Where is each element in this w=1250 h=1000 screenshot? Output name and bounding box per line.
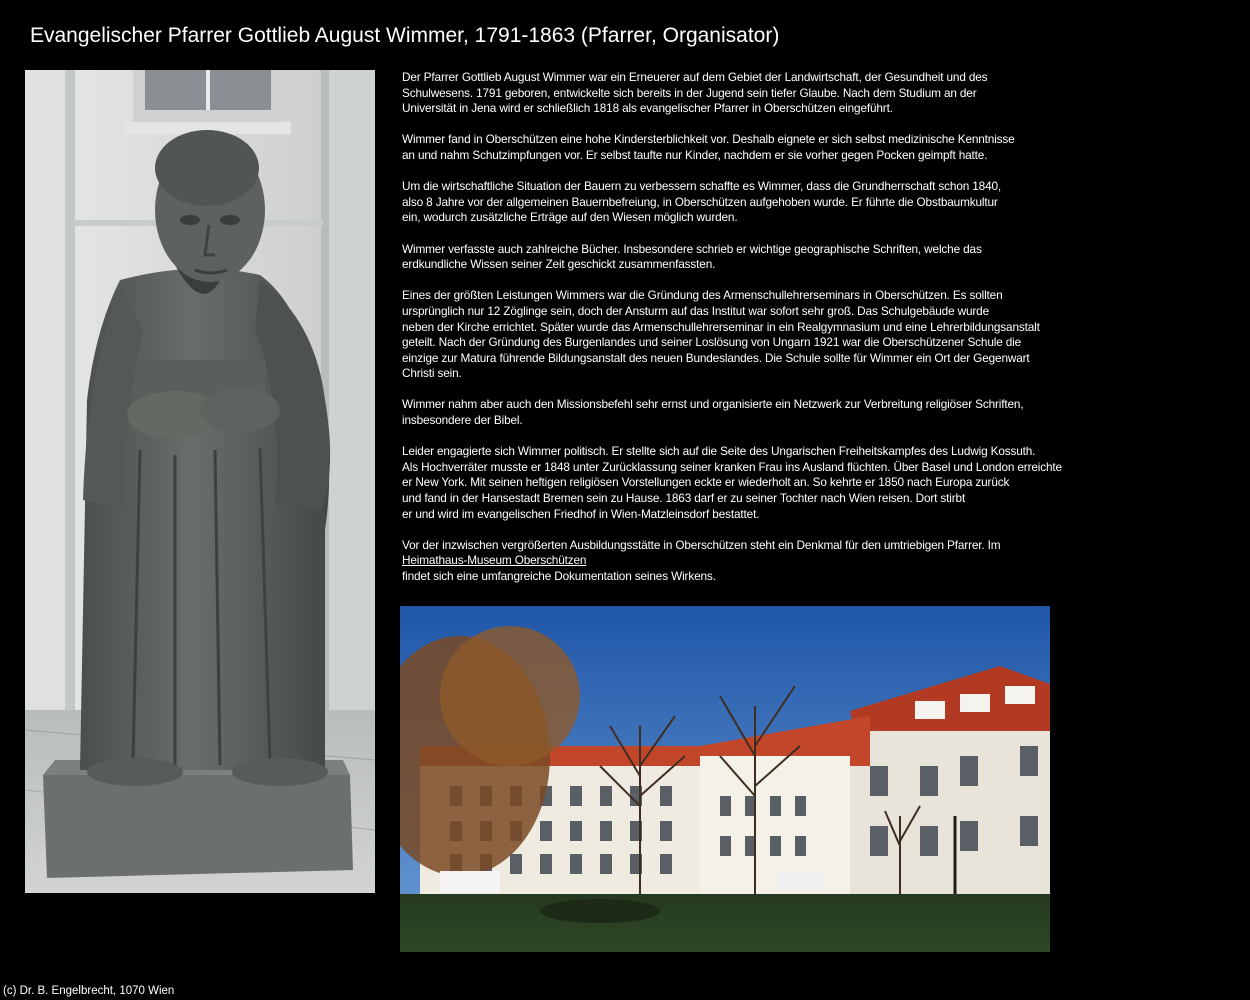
text-line: neben der Kirche errichtet. Später wurde das Armenschullehrerseminar in ein Realgymnasium und eine Lehrerbildungsanstalt [402,319,1040,334]
paragraph-books [402,242,1102,273]
article-text [402,70,1102,600]
text-line: erdkundliche Wissen seiner Zeit geschickt zusammenfassten. [402,257,716,272]
text-line: insbesondere der Bibel. [402,413,523,428]
text-line: geteilt. Nach der Gründung des Burgenlandes und seiner Loslösung von Ungarn 1921 war die Oberschützener Schule die [402,335,1022,350]
text-line: Schulwesens. 1791 geboren, entwickelte sich bereits in der Jugend sein tiefer Glaube. Nach dem Studium an der [402,85,977,100]
text-line: Wimmer nahm aber auch den Missionsbefehl sehr ernst und organisierte ein Netzwerk zur Verbreitung religiöser Schriften, [402,397,1024,412]
text-line: also 8 Jahre vor der allgemeinen Bauernbefreiung, in Oberschützen aufgehoben wurde. Er führte die Obstbaumkultur [402,194,998,209]
text-line: einzige zur Matura führende Bildungsanstalt des neuen Bundeslandes. Die Schule sollte für Wimmer ein Ort der Gegenwart [402,350,1030,365]
page-title: Evangelischer Pfarrer Gottlieb August Wimmer, 1791-1863 (Pfarrer, Organisator) [30,24,780,47]
text-line: Christi sein. [402,366,462,381]
paragraph-health [402,132,1102,163]
text-line: Um die wirtschaftliche Situation der Bauern zu verbessern schaffte es Wimmer, dass die Grundherrschaft schon 1840, [402,179,1002,194]
paragraph-intro [402,70,1102,117]
text-line: an und nahm Schutzimpfungen vor. Er selbst taufte nur Kinder, nachdem er sie vorher gegen Pocken geimpft hatte. [402,147,988,162]
paragraph-agriculture [402,179,1102,226]
paragraph-closing [402,538,1102,585]
text-line: Eines der größten Leistungen Wimmers war die Gründung des Armenschullehrerseminars in Oberschützen. Es sollten [402,288,1003,303]
museum-link[interactable]: Heimathaus-Museum Oberschützen [402,553,587,568]
paragraph-seminar [402,288,1102,382]
text-line: findet sich eine umfangreiche Dokumentation seines Wirkens. [402,569,716,583]
copyright-footer: (c) Dr. B. Engelbrecht, 1070 Wien [3,985,175,997]
statue-photo [25,70,375,893]
text-line: Leider engagierte sich Wimmer politisch. Er stellte sich auf die Seite des Ungarischen Freiheitskampfes des Ludwig Kossuth. [402,444,1036,459]
school-photo [400,606,1050,952]
text-line: Als Hochverräter musste er 1848 unter Zurücklassung seiner kranken Frau ins Ausland flüchten. Über Basel und London erreichte [402,459,1062,474]
text-line: Der Pfarrer Gottlieb August Wimmer war ein Erneuerer auf dem Gebiet der Landwirtschaft, der Gesundheit und des [402,70,988,84]
text-line: Universität in Jena wird er schließlich 1818 als evangelischer Pfarrer in Oberschützen eingeführt. [402,101,893,116]
text-line: und fand in der Hansestadt Bremen sein zu Hause. 1863 darf er zu seiner Tochter nach Wien reisen. Dort stirbt [402,491,966,506]
text-line: er New York. Mit seinen heftigen religiösen Vorstellungen eckte er wiederholt an. So kehrte er 1850 nach Europa zurück [402,475,1010,490]
paragraph-mission [402,397,1102,428]
text-line: Wimmer verfasste auch zahlreiche Bücher. Insbesondere schrieb er wichtige geographische Schriften, welche das [402,241,982,256]
text-line: Vor der inzwischen vergrößerten Ausbildungsstätte in Oberschützen steht ein Denkmal für den umtriebigen Pfarrer. Im [402,537,1001,552]
text-line: Wimmer fand in Oberschützen eine hohe Kindersterblichkeit vor. Deshalb eignete er sich selbst medizinische Kenntnisse [402,132,1015,147]
text-line: ein, wodurch zusätzliche Erträge auf den Wiesen möglich wurden. [402,210,738,225]
text-line: ursprünglich nur 12 Zöglinge sein, doch der Ansturm auf das Institut war sofort sehr groß. Das Schulgebäude wurde [402,303,989,318]
paragraph-politics [402,444,1102,522]
text-line: er und wird im evangelischen Friedhof in Wien-Matzleinsdorf bestattet. [402,506,760,521]
